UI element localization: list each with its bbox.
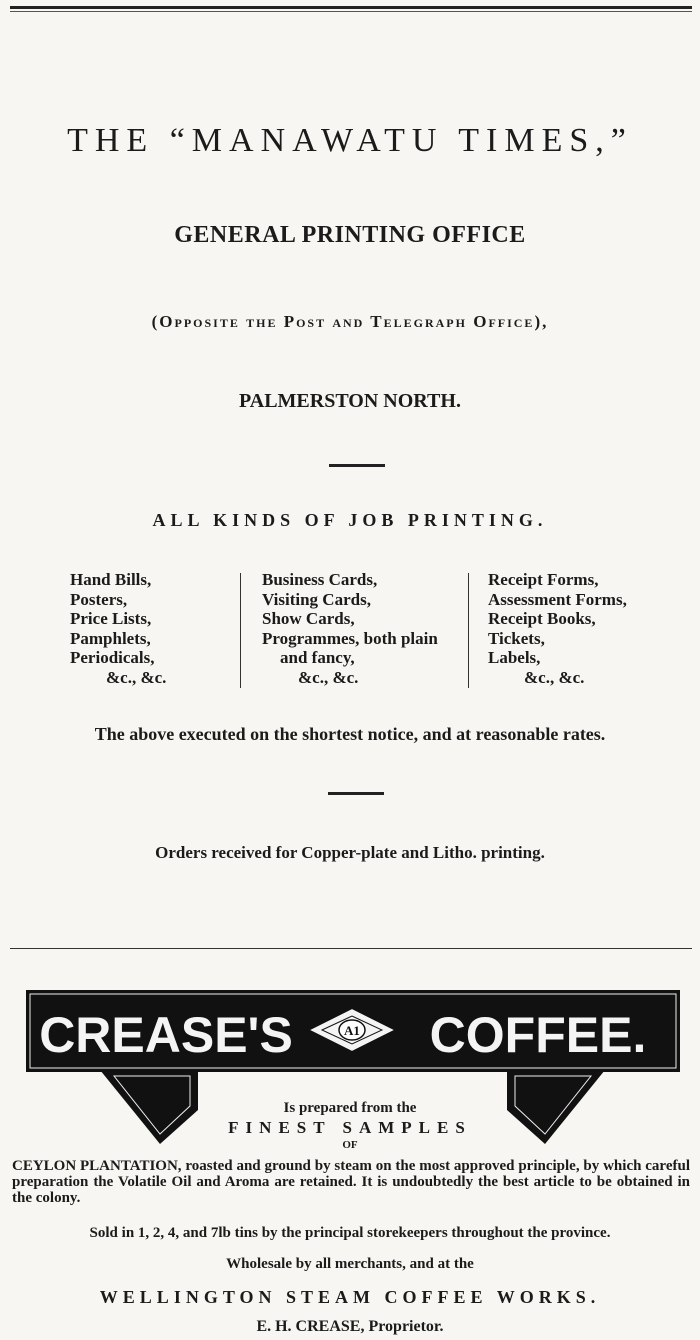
coffee-sold: Sold in 1, 2, 4, and 7lb tins by the principal storekeepers throughout the province.: [89, 1225, 611, 1241]
rates-notice: The above executed on the shortest notice, and at reasonable rates.: [94, 724, 606, 744]
top-rule: [10, 6, 692, 9]
list-item: Posters,: [70, 589, 128, 609]
list-item: Price Lists,: [70, 609, 152, 628]
office-heading: GENERAL PRINTING OFFICE: [174, 222, 526, 248]
coffee-line-3: OF: [342, 1139, 358, 1151]
list-item: Labels,: [488, 648, 541, 667]
list-item: Hand Bills,: [70, 570, 152, 589]
column-divider: [468, 573, 469, 688]
list-item: and fancy,: [280, 648, 355, 667]
list-item: Periodicals,: [70, 648, 155, 667]
divider-dash: [328, 792, 384, 795]
coffee-banner: [26, 990, 680, 1072]
services-column-2: [262, 570, 438, 687]
coffee-line-2: FINEST SAMPLES: [228, 1118, 472, 1137]
town-name: PALMERSTON NORTH.: [239, 390, 461, 412]
orders-notice: Orders received for Copper-plate and Litho. printing.: [155, 843, 545, 862]
svg-text:A1: A1: [344, 1023, 360, 1038]
coffee-works: WELLINGTON STEAM COFFEE WORKS.: [99, 1287, 601, 1307]
list-item: Pamphlets,: [70, 628, 151, 648]
divider-dash: [329, 464, 385, 467]
list-item: Business Cards,: [262, 570, 378, 589]
list-item: Tickets,: [488, 628, 545, 648]
coffee-proprietor: E. H. CREASE, Proprietor.: [256, 1318, 444, 1335]
coffee-wholesale: Wholesale by all merchants, and at the: [226, 1256, 474, 1272]
list-item: Visiting Cards,: [262, 589, 371, 609]
section-separator: [10, 948, 692, 949]
column-divider: [240, 573, 241, 688]
services-column-3: [488, 570, 627, 687]
newspaper-title: THE “MANAWATU TIMES,”: [67, 122, 633, 159]
list-item: Show Cards,: [262, 609, 355, 628]
services-column-1: [70, 570, 166, 687]
list-item: &c., &c.: [524, 667, 585, 687]
banner-right-text: COFFEE.: [429, 1007, 647, 1063]
list-item: &c., &c.: [106, 667, 167, 687]
office-location: (Opposite the Post and Telegraph Office),: [151, 312, 549, 331]
list-item: &c., &c.: [298, 667, 359, 687]
coffee-line-1: Is prepared from the: [283, 1100, 417, 1116]
list-item: Receipt Books,: [488, 609, 596, 628]
banner-left-text: CREASE'S: [39, 1007, 293, 1063]
coffee-paragraph: CEYLON PLANTATION, roasted and ground by steam on the most approved principle, by which careful preparation the Volatile Oil and Aroma are retained. It is undoubtedly the best article to be obtained in the colony.: [12, 1158, 690, 1206]
top-rule-thin: [10, 11, 692, 12]
list-item: Programmes, both plain: [262, 628, 438, 648]
job-printing-heading: ALL KINDS OF JOB PRINTING.: [152, 510, 548, 530]
list-item: Receipt Forms,: [488, 570, 599, 589]
list-item: Assessment Forms,: [488, 589, 627, 609]
